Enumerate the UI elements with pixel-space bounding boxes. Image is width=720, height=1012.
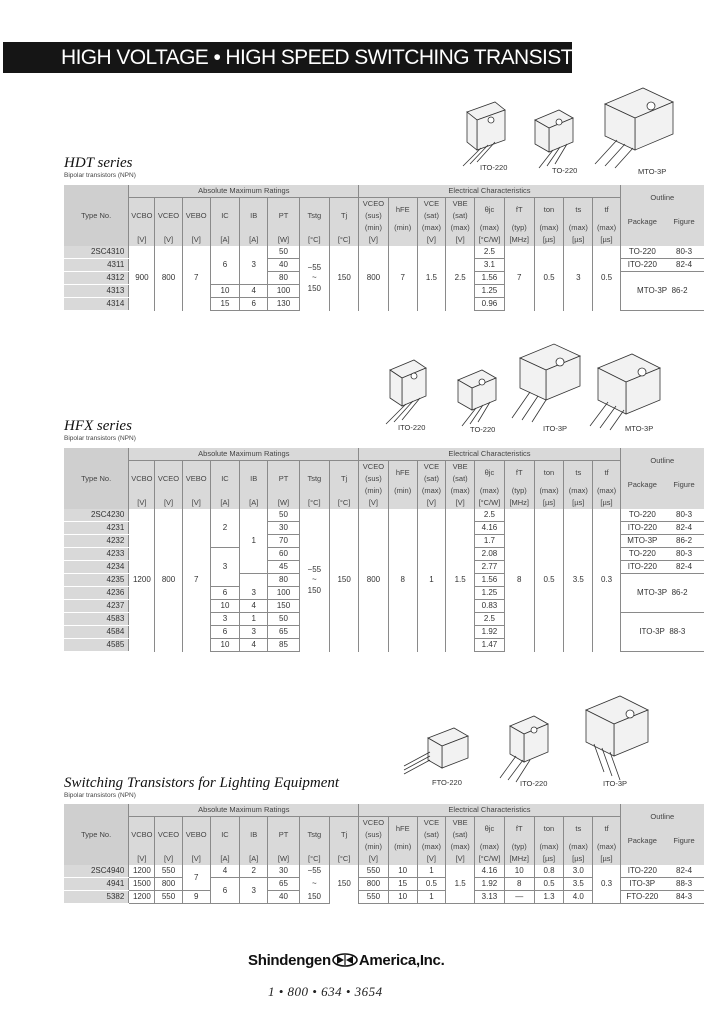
- outline-header: Outline: [620, 185, 704, 210]
- table-row: 4237 10 4 150 0.83: [64, 600, 704, 613]
- lighting-pkg-label-fto220: FTO-220: [432, 778, 462, 787]
- lighting-series-subtitle: Bipolar transistors (NPN): [64, 792, 136, 799]
- shindengen-mark-icon: [332, 953, 358, 967]
- table-row: 4236 6 3 100 150 1.25: [64, 587, 704, 600]
- type-no: 4235: [64, 574, 129, 587]
- type-no: 4232: [64, 535, 129, 548]
- mto-3p-package-icon: [590, 354, 660, 430]
- hfx-pkg-label-mto3p: MTO-3P: [625, 424, 654, 433]
- type-no: 5382: [64, 891, 129, 904]
- hfx-package-drawings: [370, 340, 675, 432]
- lighting-series-title: Switching Transistors for Lighting Equipment: [64, 775, 340, 791]
- hfx-series-title: HFX series: [64, 418, 132, 434]
- type-no: 4231: [64, 522, 129, 535]
- lighting-package-drawings: [398, 690, 668, 786]
- ito-220-package-icon: [463, 102, 505, 166]
- type-no: 4584: [64, 626, 129, 639]
- hdt-pkg-label-to220: TO-220: [552, 166, 578, 175]
- company-logo: [248, 952, 444, 969]
- type-no: 4311: [64, 259, 129, 272]
- ito-220-package-icon: [386, 360, 426, 424]
- type-no: 4312: [64, 272, 129, 285]
- ito-3p-package-icon: [586, 696, 648, 780]
- phone-number: 1 • 800 • 634 • 3654: [268, 984, 383, 999]
- hdt-series-subtitle: Bipolar transistors (NPN): [64, 172, 136, 179]
- table-row: 2SC4310 900 800 7 6 3 50 −55 150 800 7 1.5 2.5 2.5 7 0.5 3 0.5 TO-220 80-3: [64, 246, 704, 259]
- hfx-pkg-label-ito220: ITO-220: [398, 423, 426, 432]
- table-row: 4583 3 1 50 2.5 ITO-3P 88-3: [64, 613, 704, 626]
- type-no: 4237: [64, 600, 129, 613]
- lighting-spec-table: Type No. Absolute Maximum Ratings Electrical Characteristics Outline VCBO VCEO VEBO IC IB PT Tstg Tj VCEO hFE VCE VBE θjc fT ton ts tf (sus) (sat) (sat) Package Figure (min) (min) (max) (max) (max) (typ) (max) (max) (max) [V] [V] [V] [A] [A] [W] [°C] [°C] [V] [V] [V] [°C/W] [MHz] [µs] [µs] [µs] 2SC4940 1200 550 7 4 2 30 −55 150 550 10 1 4.16 10 0.8 3.0 ITO-220 82-4 4941 1500 800 6 3 65 ~ 800 15 0.5 1.5 1.92 8 0.5 3.5 0.3 ITO-3P 88-3 5382 1200 550 9 40 150 550 10 1 3.13 — 1.3 4.0 FTO-220 84-3: [64, 804, 704, 904]
- type-no: 4941: [64, 878, 129, 891]
- hdt-package-drawings: [455, 82, 690, 172]
- table-row: 4312 80 ~ 1.56 MTO-3P 86-2: [64, 272, 704, 285]
- outline-header: Outline: [620, 448, 704, 473]
- type-no: 4234: [64, 561, 129, 574]
- company-name-part2: America,Inc.: [358, 952, 445, 969]
- company-name-part1: Shindengen: [248, 952, 331, 969]
- amr-header: Absolute Maximum Ratings: [129, 804, 359, 817]
- ec-header: Electrical Characteristics: [359, 185, 620, 198]
- type-no: 4585: [64, 639, 129, 652]
- hdt-spec-table: Type No. Absolute Maximum Ratings Electrical Characteristics Outline VCBO VCEO VEBO IC IB PT Tstg Tj VCEO hFE VCE VBE θjc fT ton ts tf (sus) (sat) (sat) Package Figure (min) (min) (max) (max) (max) (typ) (max) (max) (max) [V] [V] [V] [A] [A] [W] [°C] [°C] [V] [V] [V] [°C/W] [MHz] [µs] [µs] [µs] 2SC4310 900 800 7 6 3 50 −55 150 800 7 1.5 2.5 2.5 7 0.5 3 0.5 TO-220 80-3 4311 40 3.1 ITO-220 82-4 4312 80 ~ 1.56 MTO-3P 86-2 4313 10 4 100 150 1.25 4314 15 6 130 0.96: [64, 185, 704, 311]
- table-row: 4232 70 1.7 MTO-3P 86-2: [64, 535, 704, 548]
- fto-220-package-icon: [404, 728, 468, 774]
- mto-3p-package-icon: [595, 88, 673, 168]
- hdt-series-title: HDT series: [64, 155, 133, 171]
- type-no: 2SC4940: [64, 865, 129, 878]
- table-row: 4585 10 4 85 1.47: [64, 639, 704, 652]
- table-row: 4313 10 4 100 150 1.25: [64, 285, 704, 298]
- lighting-pkg-label-ito220: ITO-220: [520, 779, 548, 788]
- type-no: 4233: [64, 548, 129, 561]
- table-row: 4234 45 2.77 ITO-220 82-4: [64, 561, 704, 574]
- hfx-spec-table: Type No. Absolute Maximum Ratings Electrical Characteristics Outline VCBO VCEO VEBO IC IB PT Tstg Tj VCEO hFE VCE VBE θjc fT ton ts tf (sus) (sat) (sat) Package Figure (min) (min) (max) (max) (max) (typ) (max) (max) (max) [V] [V] [V] [A] [A] [W] [°C] [°C] [V] [V] [V] [°C/W] [MHz] [µs] [µs] [µs] 2SC4230 1200 800 7 2 1 50 −55 150 800 8 1 1.5 2.5 8 0.5 3.5 0.3 TO-220 80-3 4231 30 4.16 ITO-220 82-4 4232 70 1.7 MTO-3P 86-2 4233 3 60 2.08 TO-220 80-3 4234 45 2.77 ITO-220 82-4 4235 80 ~ 1.56 MTO-3P 86-2 4236 6 3 100 150 1.25 4237 10 4 150 0.83 4583 3 1 50 2.5 ITO-3P 88-3 4584 6 3 65 1.92 4585 10 4 85 1.47: [64, 448, 704, 652]
- lighting-pkg-label-ito3p: ITO-3P: [603, 779, 628, 788]
- amr-header: Absolute Maximum Ratings: [129, 448, 359, 461]
- table-row: 2SC4940 1200 550 7 4 2 30 −55 150 550 10 1 4.16 10 0.8 3.0 ITO-220 82-4: [64, 865, 704, 878]
- table-row: 5382 1200 550 9 40 150 550 10 1 3.13 — 1.3 4.0 FTO-220 84-3: [64, 891, 704, 904]
- hdt-pkg-label-ito220: ITO-220: [480, 163, 508, 172]
- amr-header: Absolute Maximum Ratings: [129, 185, 359, 198]
- outline-header: Outline: [620, 804, 704, 829]
- page-banner: HIGH VOLTAGE • HIGH SPEED SWITCHING TRANSISTORS: [3, 42, 572, 73]
- hfx-pkg-label-to220: TO-220: [470, 425, 496, 434]
- table-row: 2SC4230 1200 800 7 2 1 50 −55 150 800 8 1 1.5 2.5 8 0.5 3.5 0.3 TO-220 80-3: [64, 509, 704, 522]
- type-no-header: Type No.: [64, 185, 129, 246]
- to-220-package-icon: [458, 370, 496, 426]
- table-row: 4584 6 3 65 1.92: [64, 626, 704, 639]
- type-no: 4314: [64, 298, 129, 311]
- hdt-pkg-label-mto3p: MTO-3P: [638, 167, 667, 176]
- table-row: 4233 3 60 2.08 TO-220 80-3: [64, 548, 704, 561]
- ec-header: Electrical Characteristics: [359, 804, 620, 817]
- table-row: 4941 1500 800 6 3 65 ~ 800 15 0.5 1.5 1.92 8 0.5 3.5 0.3 ITO-3P 88-3: [64, 878, 704, 891]
- hfx-pkg-label-ito3p: ITO-3P: [543, 424, 568, 433]
- type-no: 4236: [64, 587, 129, 600]
- table-row: 4314 15 6 130 0.96: [64, 298, 704, 311]
- type-no: 2SC4310: [64, 246, 129, 259]
- table-row: 4235 80 ~ 1.56 MTO-3P 86-2: [64, 574, 704, 587]
- ito-3p-package-icon: [512, 344, 580, 422]
- type-no: 2SC4230: [64, 509, 129, 522]
- table-row: 4231 30 4.16 ITO-220 82-4: [64, 522, 704, 535]
- to-220-package-icon: [535, 110, 573, 168]
- type-no: 4313: [64, 285, 129, 298]
- ec-header: Electrical Characteristics: [359, 448, 620, 461]
- type-no-header: Type No.: [64, 804, 129, 865]
- ito-220-package-icon: [500, 716, 548, 782]
- type-no: 4583: [64, 613, 129, 626]
- type-no-header: Type No.: [64, 448, 129, 509]
- hfx-series-subtitle: Bipolar transistors (NPN): [64, 435, 136, 442]
- table-row: 4311 40 3.1 ITO-220 82-4: [64, 259, 704, 272]
